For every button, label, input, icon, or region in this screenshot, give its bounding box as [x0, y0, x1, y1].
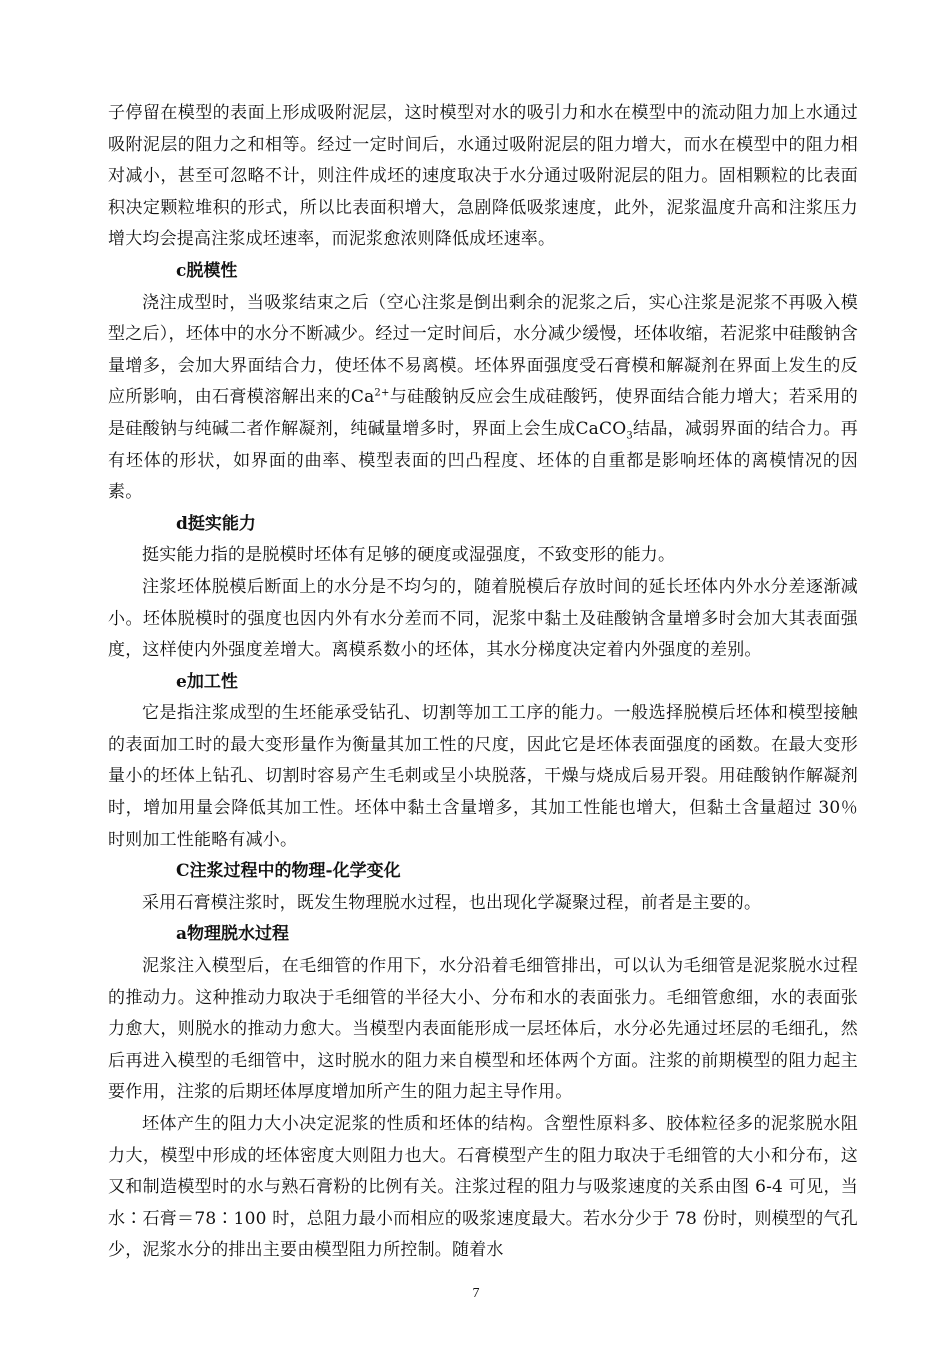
paragraph-demolding: [108, 288, 858, 509]
text-segment: 浇注成型时，当吸浆结束之后（空心注浆是倒出剩余的泥浆之后，实心注浆是泥浆不再吸入模型之后），坯体中的水分不断减少。经过一定时间后，水分减少缓慢，坯体收缩，若泥浆中硅酸钠含量增多，会加大界面结合力，使坯体不易离模。坯体界面强度受石膏模和解凝剂在界面上发生的反应所影响，由石膏模溶解出来的: [108, 292, 858, 408]
chem-ca: Ca: [350, 387, 375, 408]
page-number: 7: [472, 1286, 480, 1301]
text-segment: 结晶，减弱界面的结合力。再有坯体的形状，如界面的曲率、模型表面的凹凸程度、坯体的自重都是影响坯体的离模情况的因素。: [108, 418, 858, 503]
heading-letter: e: [176, 671, 187, 692]
text-segment: 与硅酸钠反应会生成硅酸钙，使界面结合能力增大；若采用的是硅酸钠与纯碱二者作解凝剂，纯碱量增多时，界面上会生成: [108, 387, 858, 439]
heading-text: 物理脱水过程: [187, 924, 290, 945]
paragraph-process-overview: 采用石膏模注浆时，既发生物理脱水过程，也出现化学凝聚过程，前者是主要的。: [142, 892, 762, 913]
heading-physical-chemical-changes: [108, 856, 858, 888]
heading-letter: a: [176, 924, 188, 945]
heading-machinability: [108, 667, 858, 699]
heading-letter: c: [176, 260, 187, 281]
paragraph-rigidity-moisture: 注浆坯体脱模后断面上的水分是不均匀的，随着脱模后存放时间的延长坯体内外水分差逐渐减小。坯体脱模时的强度也因内外有水分差而不同，泥浆中黏土及硅酸钠含量增多时会加大其表面强度，这样使内外强度差增大。离模系数小的坯体，其水分梯度决定着内外强度的差别。: [108, 576, 858, 661]
chem-caco3-subscript: 3: [626, 430, 633, 442]
chem-ca-charge: 2+: [374, 387, 390, 399]
paragraph-machinability: 它是指注浆成型的生坯能承受钻孔、切割等加工工序的能力。一般选择脱模后坯体和模型接触的表面加工时的最大变形量作为衡量其加工性的尺度，因此它是坯体表面强度的函数。在最大变形量小的坯体上钻孔、切割时容易产生毛刺或呈小块脱落，干燥与烧成后易开裂。用硅酸钠作解凝剂时，增加用量会降低其加工性。坯体中黏土含量增多，其加工性能也增大，但黏土含量超过 30％时则加工性能略有减小。: [108, 703, 858, 850]
heading-rigidity: [108, 509, 858, 541]
paragraph-adsorption: 子停留在模型的表面上形成吸附泥层，这时模型对水的吸引力和水在模型中的流动阻力加上水通过吸附泥层的阻力之和相等。经过一定时间后，水通过吸附泥层的阻力增大，而水在模型中的阻力相对减小，甚至可忽略不计，则注件成坯的速度取决于水分通过吸附泥层的阻力。固相颗粒的比表面积决定颗粒堆积的形式，所以比表面积增大，急剧降低吸浆速度，此外，泥浆温度升高和注浆压力增大均会提高注浆成坯速率，而泥浆愈浓则降低成坯速率。: [108, 103, 858, 250]
page-body: [108, 98, 858, 1267]
heading-demolding: [108, 256, 858, 288]
heading-text: 挺实能力: [187, 513, 256, 534]
paragraph-rigidity-definition: 挺实能力指的是脱模时坯体有足够的硬度或湿强度，不致变形的能力。: [142, 545, 676, 566]
paragraph-capillary: 泥浆注入模型后，在毛细管的作用下，水分沿着毛细管排出，可以认为毛细管是泥浆脱水过程的推动力。这种推动力取决于毛细管的半径大小、分布和水的表面张力。毛细管愈细，水的表面张力愈大，则脱水的推动力愈大。当模型内表面能形成一层坯体后，水分必先通过坯层的毛细孔，然后再进入模型的毛细管中，这时脱水的阻力来自模型和坯体两个方面。注浆的前期模型的阻力起主要作用，注浆的后期坯体厚度增加所产生的阻力起主导作用。: [108, 956, 858, 1103]
heading-text: 脱模性: [186, 260, 238, 281]
heading-text: 注浆过程中的物理-化学变化: [189, 861, 401, 882]
heading-physical-dehydration: [108, 919, 858, 951]
paragraph-resistance: 坯体产生的阻力大小决定泥浆的性质和坯体的结构。含塑性原料多、胶体粒径多的泥浆脱水阻力大，模型中形成的坯体密度大则阻力也大。石膏模型产生的阻力取决于毛细管的大小和分布，这又和制造模型时的水与熟石膏粉的比例有关。注浆过程的阻力与吸浆速度的关系由图 6-4 可见，当水∶石膏＝78∶100 时，总阻力最小而相应的吸浆速度最大。若水分少于 78 份时，则模型的气孔少，泥浆水分的排出主要由模型阻力所控制。随着水: [108, 1114, 858, 1261]
heading-letter: C: [176, 861, 190, 882]
heading-text: 加工性: [186, 671, 238, 692]
heading-letter: d: [176, 513, 188, 534]
chem-caco3: CaCO: [575, 418, 627, 439]
